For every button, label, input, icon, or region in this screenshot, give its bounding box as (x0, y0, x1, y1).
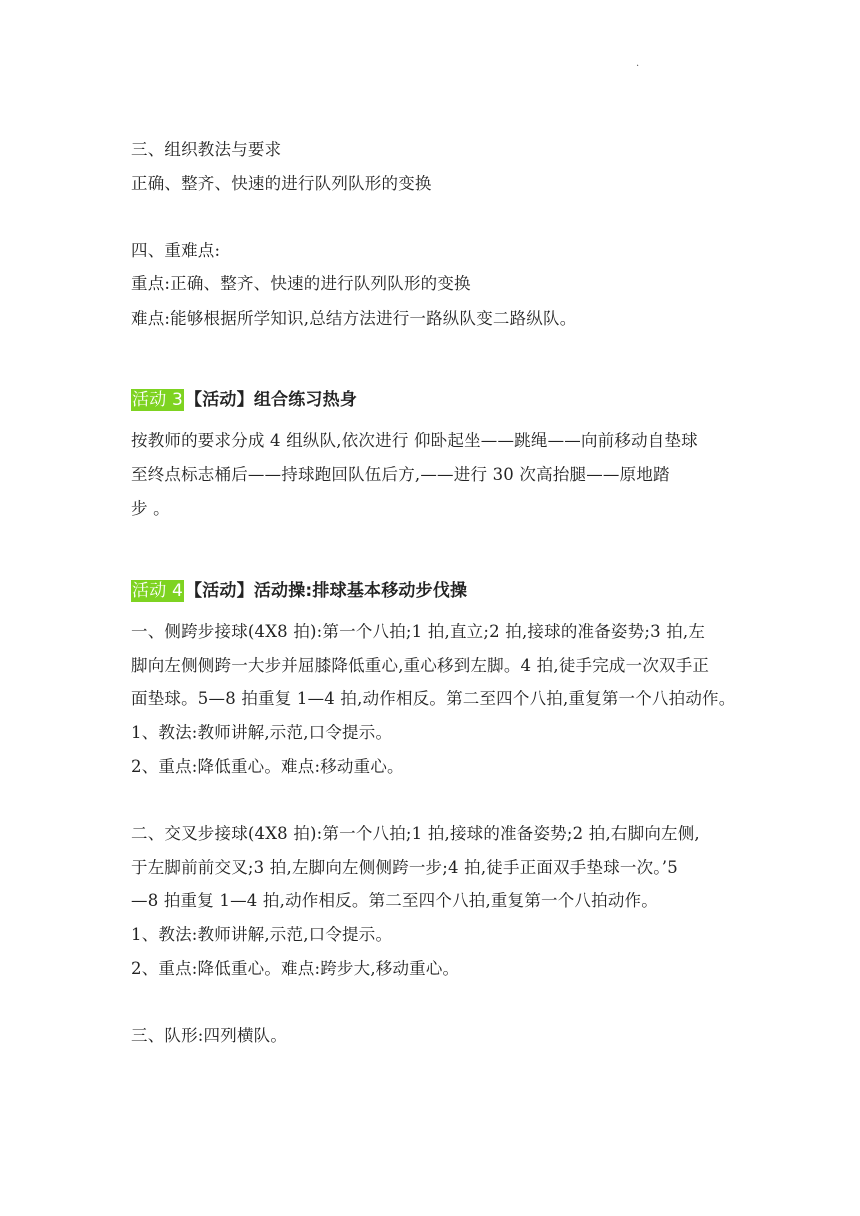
activity4-part2-line-4: 1、教法:教师讲解,示范,口令提示。 (131, 925, 393, 944)
activity4-part1-line-3: 面垫球。5—8 拍重复 1—4 拍,动作相反。第二至四个八拍,重复第一个八拍动作。 (131, 689, 736, 708)
activity4-part1-line-1: 一、侧跨步接球(4X8 拍):第一个八拍;1 拍,直立;2 拍,接球的准备姿势;3 拍,左 (131, 622, 706, 641)
activity3-title: 【活动】组合练习热身 (185, 390, 358, 410)
activity3-tag: 活动 3 (132, 390, 184, 410)
section4-key-point: 重点:正确、整齐、快速的进行队列队形的变换 (131, 274, 471, 293)
activity3-line-1: 按教师的要求分成 4 组纵队,依次进行 仰卧起坐——跳绳——向前移动自垫球 (131, 431, 698, 450)
activity4-part2-line-1: 二、交叉步接球(4X8 拍):第一个八拍;1 拍,接球的准备姿势;2 拍,右脚向左侧, (131, 824, 700, 843)
activity4-part1-line-4: 1、教法:教师讲解,示范,口令提示。 (131, 723, 393, 742)
activity4-part2-line-3: —8 拍重复 1—4 拍,动作相反。第二至四个八拍,重复第一个八拍动作。 (131, 891, 658, 910)
activity4-part2-line-2: 于左脚前前交叉;3 拍,左脚向左侧侧跨一步;4 拍,徒手正面双手垫球一次。’5 (131, 858, 678, 877)
activity3-line-3: 步 。 (131, 499, 170, 518)
activity4-part3: 三、队形:四列横队。 (131, 1026, 288, 1045)
activity3-heading (131, 389, 357, 411)
activity3-line-2: 至终点标志桶后——持球跑回队伍后方,——进行 30 次高抬腿——原地踏 (131, 465, 670, 484)
activity4-part1-line-5: 2、重点:降低重心。难点:移动重心。 (131, 757, 404, 776)
header-mark: . (636, 58, 640, 69)
section3-heading: 三、组织教法与要求 (131, 140, 282, 159)
activity4-heading (131, 580, 467, 602)
activity4-tag: 活动 4 (132, 581, 184, 601)
section4-heading: 四、重难点: (131, 241, 221, 260)
activity4-part1-line-2: 脚向左侧侧跨一大步并屈膝降低重心,重心移到左脚。4 拍,徒手完成一次双手正 (131, 656, 710, 675)
activity4-title: 【活动】活动操:排球基本移动步伐操 (185, 581, 468, 601)
section4-difficulty: 难点:能够根据所学知识,总结方法进行一路纵队变二路纵队。 (131, 309, 577, 328)
section3-text: 正确、整齐、快速的进行队列队形的变换 (131, 174, 432, 193)
activity4-part2-line-5: 2、重点:降低重心。难点:跨步大,移动重心。 (131, 959, 460, 978)
